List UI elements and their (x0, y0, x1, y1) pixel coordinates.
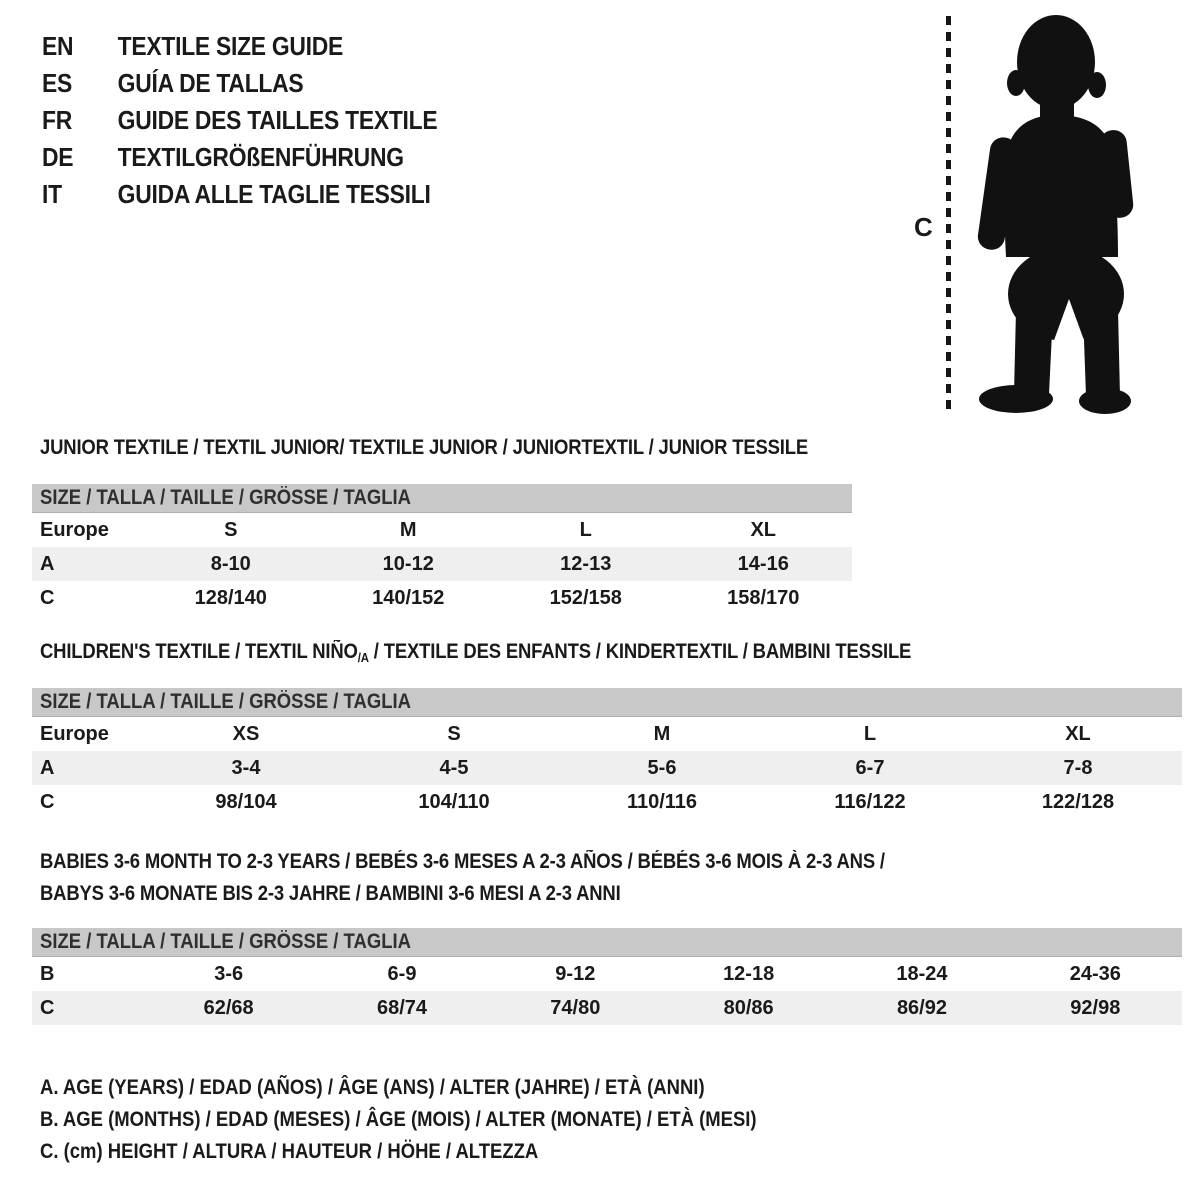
size-cell: S (447, 722, 461, 745)
guide-title: GUIDA ALLE TAGLIE TESSILI (117, 179, 431, 209)
table-row-age-months (32, 957, 1182, 991)
size-cell: 140/152 (372, 586, 445, 609)
language-row-es (42, 65, 437, 102)
babies-heading-line1: BABIES 3-6 MONTH TO 2-3 YEARS / BEBÉS 3-6 MESES A 2-3 AÑOS / BÉBÉS 3-6 MOIS À 2-3 ANS / (40, 850, 885, 873)
size-cell: 104/110 (418, 790, 490, 813)
language-code: DE (42, 142, 74, 172)
measure-legend (40, 1072, 757, 1168)
children-size-table (32, 688, 1182, 819)
size-cell: 24-36 (1069, 962, 1121, 985)
size-cell: 92/98 (1070, 996, 1121, 1019)
table-row-europe (32, 717, 1182, 751)
row-label: C (40, 790, 55, 813)
size-cell: M (653, 722, 671, 745)
size-cell: 3-6 (214, 962, 244, 985)
junior-size-table (32, 484, 852, 615)
size-header-label: SIZE / TALLA / TAILLE / GRÖSSE / TAGLIA (40, 690, 411, 713)
size-cell: 5-6 (647, 756, 677, 779)
babies-section-heading (40, 846, 885, 910)
language-row-fr (42, 102, 437, 139)
size-cell: 128/140 (194, 586, 267, 609)
babies-heading-line2: BABYS 3-6 MONATE BIS 2-3 JAHRE / BAMBINI 3-6 MESI A 2-3 ANNI (40, 882, 621, 905)
size-cell: L (579, 518, 592, 541)
guide-title: TEXTILGRÖßENFÜHRUNG (117, 142, 404, 172)
language-row-en (42, 28, 437, 65)
table-row-height (32, 785, 1182, 819)
size-cell: 3-4 (231, 756, 261, 779)
size-cell: XL (750, 518, 777, 541)
table-row-age (32, 547, 852, 581)
table-row-age (32, 751, 1182, 785)
row-label: Europe (40, 518, 109, 541)
size-cell: 122/128 (1041, 790, 1115, 813)
size-cell: XS (232, 722, 260, 745)
language-code: FR (42, 105, 72, 135)
height-measure-label: C (914, 212, 933, 242)
size-cell: 9-12 (555, 962, 596, 985)
size-cell: M (399, 518, 417, 541)
size-cell: L (863, 722, 877, 745)
row-label: A (40, 552, 55, 575)
children-heading-part2: / TEXTILE DES ENFANTS / KINDERTEXTIL / BAMBINI TESSILE (368, 640, 912, 663)
junior-section-heading: JUNIOR TEXTILE / TEXTIL JUNIOR/ TEXTILE JUNIOR / JUNIORTEXTIL / JUNIOR TESSILE (40, 436, 809, 459)
guide-title: TEXTILE SIZE GUIDE (117, 31, 344, 61)
guide-title: GUIDE DES TAILLES TEXTILE (117, 105, 438, 135)
size-cell: 152/158 (549, 586, 622, 609)
size-cell: 68/74 (376, 996, 428, 1019)
size-cell: 62/68 (203, 996, 254, 1019)
row-label: A (40, 756, 55, 779)
size-cell: 158/170 (727, 586, 800, 609)
size-cell: XL (1065, 722, 1091, 745)
size-header-bar (32, 484, 852, 513)
row-label: C (40, 996, 55, 1019)
table-row-europe (32, 513, 852, 547)
size-cell: 4-5 (439, 756, 469, 779)
size-cell: 74/80 (550, 996, 601, 1019)
size-cell: 12-13 (560, 552, 612, 575)
size-cell: 7-8 (1063, 756, 1093, 779)
guide-title: GUÍA DE TALLAS (117, 68, 304, 98)
language-code: ES (42, 68, 73, 98)
size-cell: 10-12 (382, 552, 434, 575)
size-cell: 98/104 (215, 790, 277, 813)
language-title-list (42, 28, 437, 213)
size-cell: 116/122 (834, 790, 906, 813)
size-cell: 80/86 (723, 996, 774, 1019)
table-row-height (32, 991, 1182, 1025)
size-cell: 12-18 (723, 962, 775, 985)
children-section-heading (40, 638, 911, 671)
size-header-bar (32, 688, 1182, 717)
row-label: Europe (40, 722, 109, 745)
language-code: EN (42, 31, 74, 61)
size-header-label: SIZE / TALLA / TAILLE / GRÖSSE / TAGLIA (40, 930, 411, 953)
babies-size-table (32, 928, 1182, 1025)
language-code: IT (42, 179, 62, 209)
size-cell: 6-7 (855, 756, 885, 779)
children-heading-part1: CHILDREN'S TEXTILE / TEXTIL NIÑO (40, 640, 358, 663)
size-cell: S (224, 518, 238, 541)
language-row-de (42, 139, 437, 176)
size-cell: 6-9 (387, 962, 417, 985)
row-label: C (40, 586, 55, 609)
toddler-silhouette-icon (956, 12, 1141, 417)
row-label: B (40, 962, 55, 985)
size-cell: 14-16 (737, 552, 789, 575)
size-cell: 8-10 (210, 552, 251, 575)
size-header-label: SIZE / TALLA / TAILLE / GRÖSSE / TAGLIA (40, 486, 411, 509)
table-row-height (32, 581, 852, 615)
size-cell: 86/92 (896, 996, 947, 1019)
height-dashed-line (946, 16, 951, 416)
children-heading-sub: /A (357, 650, 369, 665)
legend-line-b: B. AGE (MONTHS) / EDAD (MESES) / ÂGE (MOIS) / ALTER (MONATE) / ETÀ (MESI) (40, 1108, 757, 1131)
language-row-it (42, 176, 437, 213)
size-cell: 18-24 (896, 962, 948, 985)
size-cell: 110/116 (626, 790, 698, 813)
size-header-bar (32, 928, 1182, 957)
legend-line-a: A. AGE (YEARS) / EDAD (AÑOS) / ÂGE (ANS) / ALTER (JAHRE) / ETÀ (ANNI) (40, 1076, 705, 1099)
legend-line-c: C. (cm) HEIGHT / ALTURA / HAUTEUR / HÖHE / ALTEZZA (40, 1140, 539, 1163)
